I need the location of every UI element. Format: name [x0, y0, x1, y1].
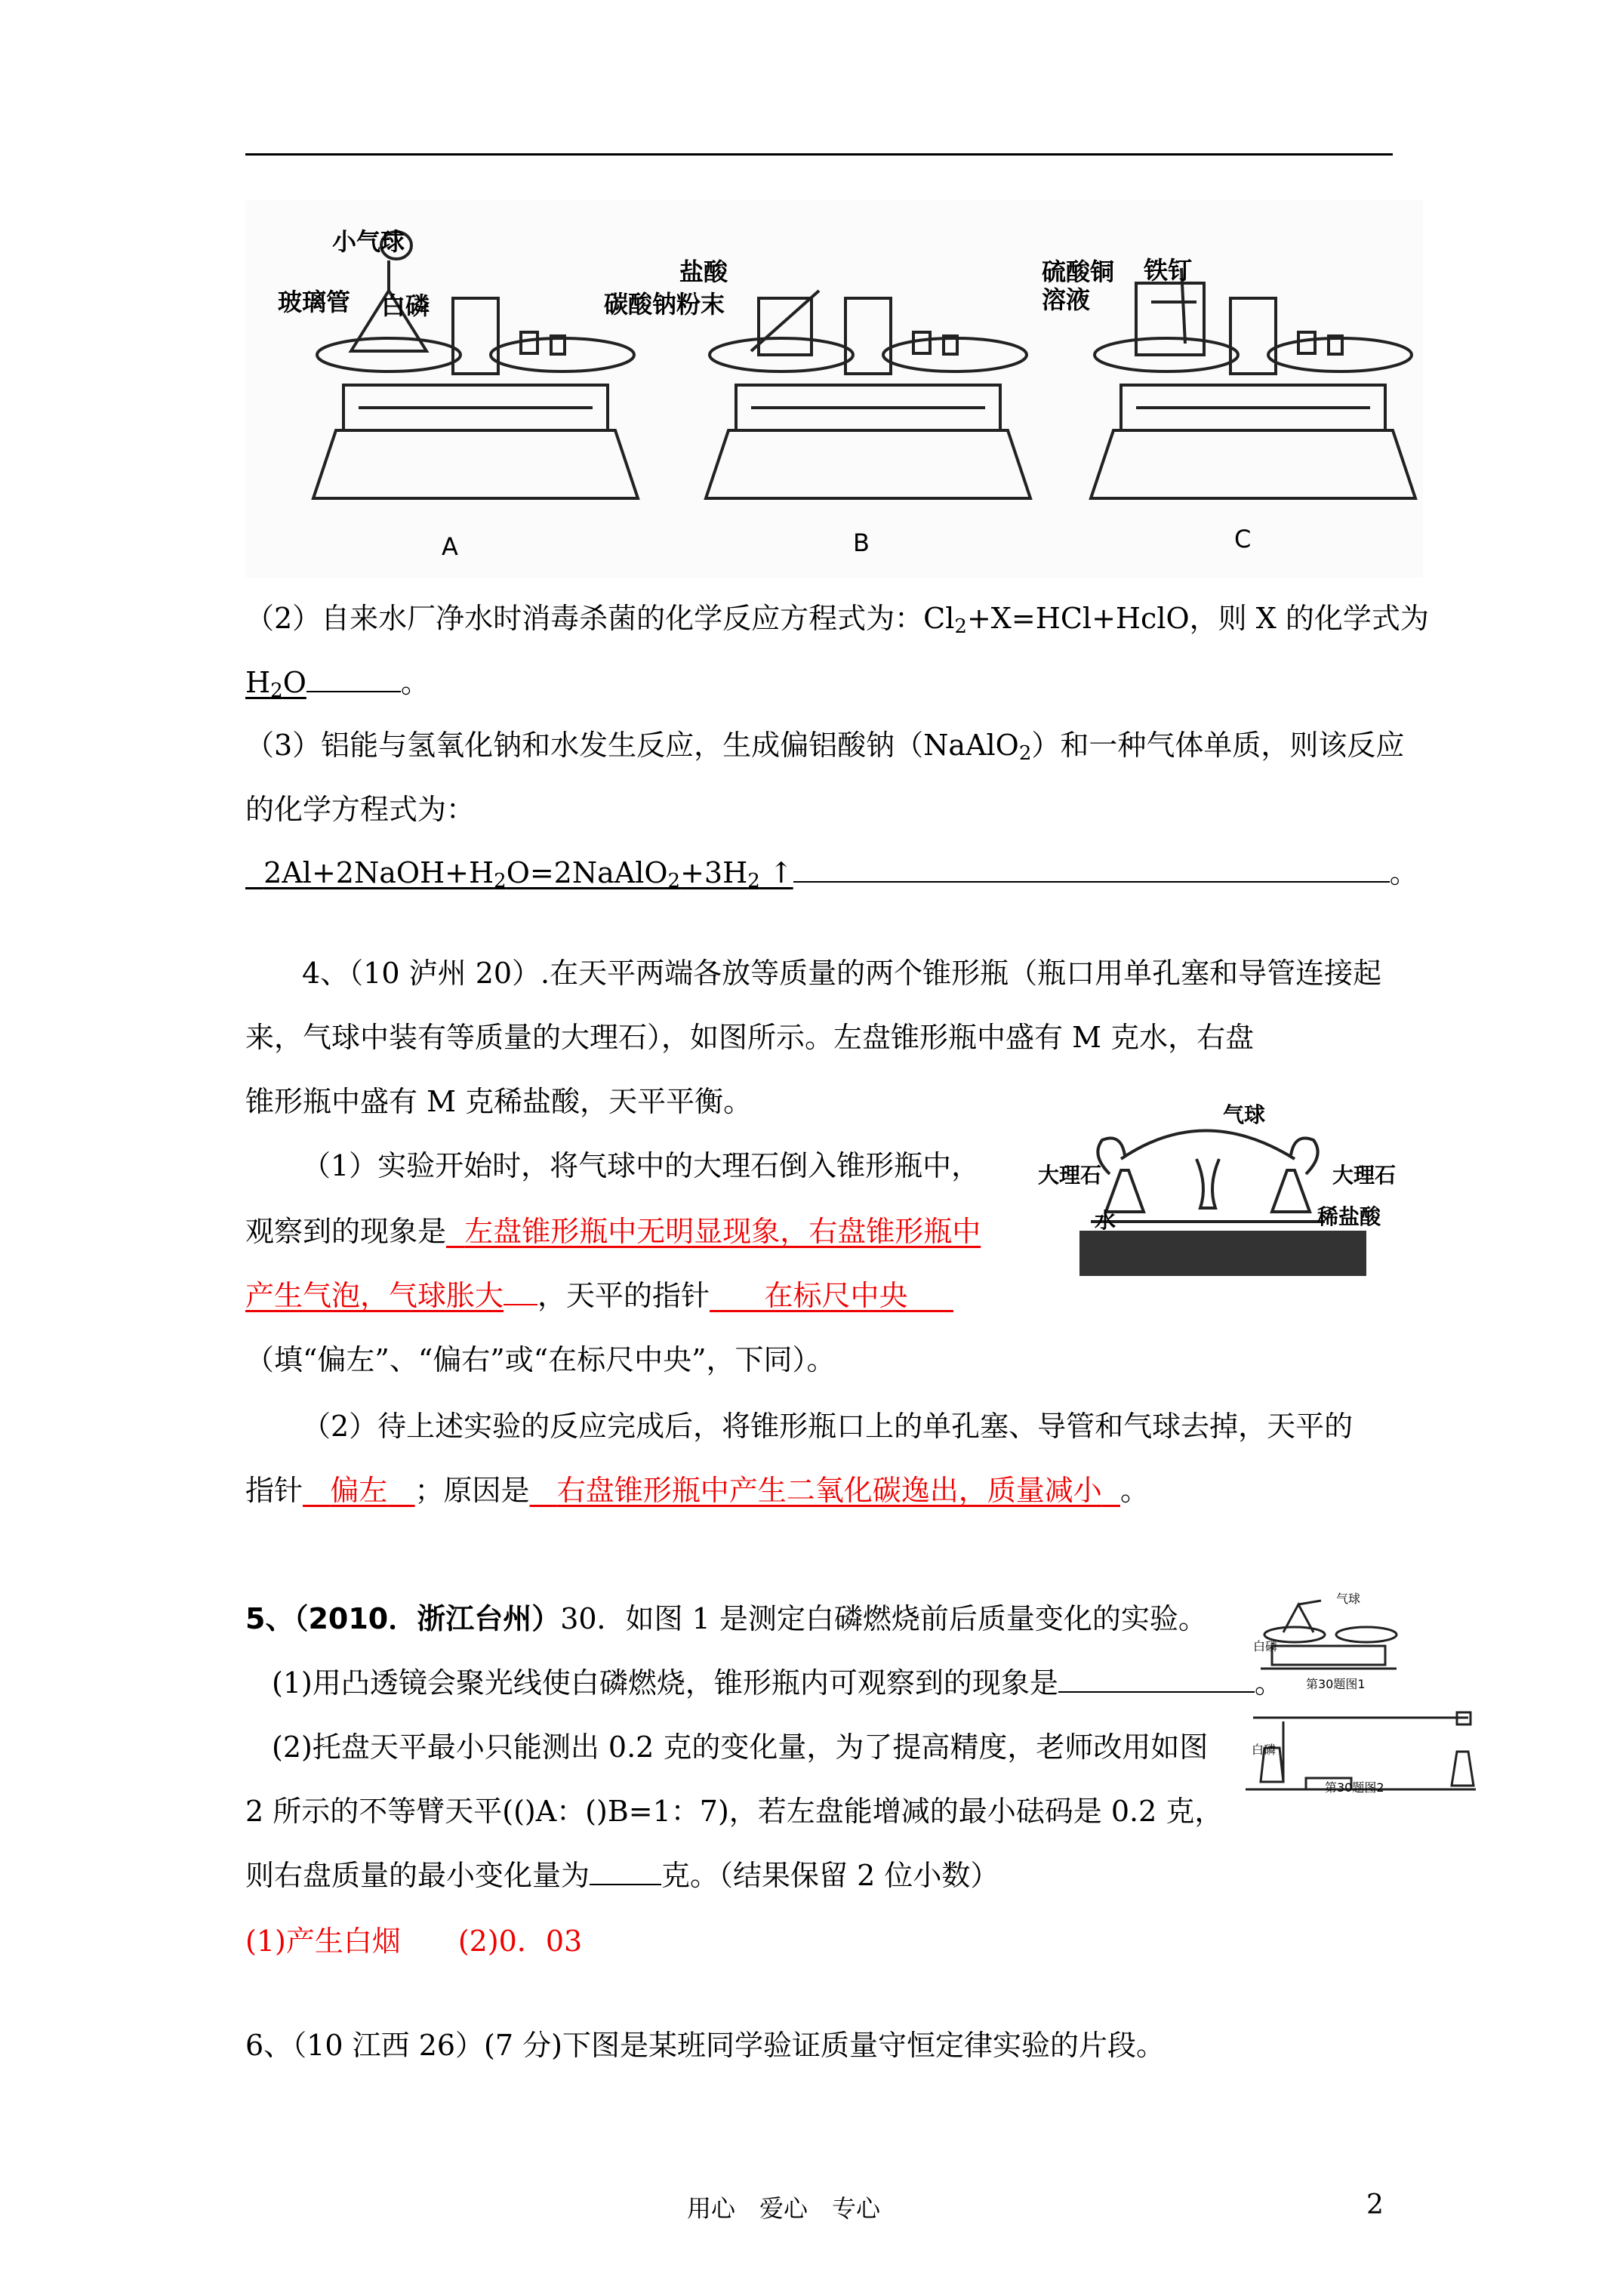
q3-part2-answer: $H_2O$	[245, 666, 401, 699]
label-c: C	[1234, 525, 1252, 553]
q4-sub2-answer1: 偏左	[330, 1474, 388, 1507]
q4-line2: 来，气球中装有等质量的大理石），如图所示。左盘锥形瓶中盛有 M 克水，右盘	[245, 1021, 1255, 1054]
q5-answer: (1)产生白烟 (2)0．03	[245, 1925, 583, 1958]
label-hcl: 盐酸	[679, 257, 728, 286]
q4-fig-label-marble-right: 大理石	[1332, 1163, 1397, 1188]
q5-fig2-phosphorus-label: 白磷	[1252, 1743, 1277, 1757]
label-white-phosphorus: 白磷	[381, 291, 430, 320]
label-glass-tube: 玻璃管	[278, 288, 351, 316]
q4-sub1-line4: （填“偏左”、“偏右”或“在标尺中央”，下同）。	[245, 1343, 836, 1376]
label-a: A	[442, 532, 458, 561]
q4-sub1-answer3: 在标尺中央	[764, 1279, 908, 1312]
q4-fig-label-dilute-hcl: 稀盐酸	[1317, 1204, 1381, 1229]
q5-fig2-caption: 第30题图2	[1325, 1780, 1384, 1795]
q3-part3-answer: $2Al+2NaOH+H_2O=2NaAlO_2+3H_2$ ↑	[245, 856, 1390, 889]
q5-sub2-line3: 则右盘质量的最小变化量为 克。（结果保留 2 位小数）	[245, 1859, 999, 1892]
q4-sub2-answer2: 右盘锥形瓶中产生二氧化碳逸出，质量减小	[556, 1474, 1102, 1507]
footer-text: 用心 爱心 专心	[687, 2194, 881, 2223]
q4-sub1-line1: （1）实验开始时，将气球中的大理石倒入锥形瓶中，	[302, 1149, 981, 1182]
q3-part2-line1: （2）自来水厂净水时消毒杀菌的化学反应方程式为：$Cl_2+X=HCl+HclO$，则 X 的化学式为	[245, 602, 1429, 638]
q4-fig-label-marble-left: 大理石	[1038, 1163, 1102, 1188]
q3-part3-answer-line: $2Al+2NaOH+H_2O=2NaAlO_2+3H_2$ ↑ 。	[245, 858, 1418, 891]
header-rule	[245, 153, 1393, 156]
q5-sub2-line2: 2 所示的不等臂天平(()A：()B=1：7)，若左盘能增减的最小砝码是 0.2 克，	[245, 1795, 1224, 1828]
q4-fig-label-water: 水	[1095, 1208, 1116, 1233]
page-number: 2	[1366, 2190, 1384, 2220]
q5-sub2-line1: (2)托盘天平最小只能测出 0.2 克的变化量，为了提高精度，老师改用如图	[272, 1730, 1209, 1764]
q5-fig1-balloon-label: 气球	[1336, 1592, 1361, 1606]
q4-fig-label-balloon: 气球	[1223, 1102, 1266, 1127]
q4-line1: 4、（10 泸州 20）.在天平两端各放等质量的两个锥形瓶（瓶口用单孔塞和导管连接起	[302, 957, 1382, 990]
q4-sub1-answer1: 左盘锥形瓶中无明显现象，右盘锥形瓶中	[464, 1215, 981, 1248]
q5-fig1-caption: 第30题图1	[1306, 1677, 1366, 1691]
balance-figure-abc	[245, 200, 1423, 578]
q4-sub2-line2: 指针 偏左 ；原因是 右盘锥形瓶中产生二氧化碳逸出，质量减小 。	[245, 1474, 1149, 1507]
q3-part3-line1: （3）铝能与氢氧化钠和水发生反应，生成偏铝酸钠（NaAlO$_2$）和一种气体单质，则该反应	[245, 729, 1405, 765]
q3-part2-answer-line: $H_2O$ 。	[245, 666, 430, 702]
q3-part3-line2: 的化学方程式为：	[245, 793, 476, 826]
q5-fig1-phosphorus-label: 白磷	[1253, 1639, 1278, 1653]
label-na2co3: 碳酸钠粉末	[604, 290, 725, 319]
q6-line1: 6、（10 江西 26）(7 分)下图是某班同学验证质量守恒定律实验的片段。	[245, 2029, 1165, 2062]
q5-sub1: (1)用凸透镜会聚光线使白磷燃烧，锥形瓶内可观察到的现象是 。	[272, 1666, 1283, 1700]
label-small-balloon: 小气球	[332, 227, 405, 256]
label-cuso4: 硫酸铜	[1042, 257, 1115, 286]
q5-line1: 5、（2010．浙江台州）30．如图 1 是测定白磷燃烧前后质量变化的实验。	[245, 1602, 1207, 1635]
q4-sub1-line3: 产生气泡，气球胀大 ，天平的指针 在标尺中央	[245, 1281, 953, 1310]
q4-sub2-line1: （2）待上述实验的反应完成后，将锥形瓶口上的单孔塞、导管和气球去掉，天平的	[302, 1410, 1354, 1443]
label-b: B	[853, 529, 870, 557]
q4-sub1-answer2: 产生气泡，气球胀大	[245, 1279, 537, 1312]
q4-sub1-line2: 观察到的现象是 左盘锥形瓶中无明显现象，右盘锥形瓶中	[245, 1215, 981, 1248]
label-iron-nail: 铁钉	[1144, 256, 1193, 285]
q4-line3: 锥形瓶中盛有 M 克稀盐酸，天平平衡。	[245, 1085, 753, 1118]
label-solution: 溶液	[1042, 285, 1091, 314]
